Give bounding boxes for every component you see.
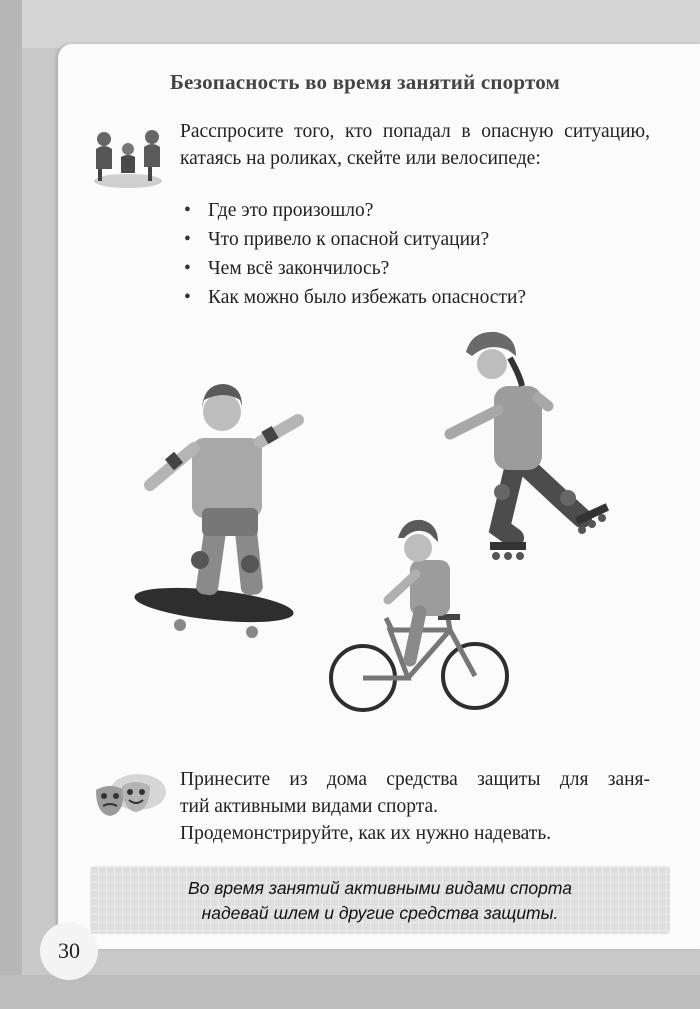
list-item <box>184 197 654 226</box>
roller-skater-figure <box>450 332 609 560</box>
page-binding-edge <box>0 0 22 1009</box>
question-text: Где это произошло? <box>208 200 374 221</box>
question-text: Чем всё закончилось? <box>208 258 390 279</box>
theatre-masks-icon <box>90 772 168 822</box>
skateboarder-figure <box>133 384 298 638</box>
question-text: Что привело к опасной ситуации? <box>208 229 490 250</box>
note-line: надевай шлем и другие средства защиты. <box>201 903 559 923</box>
list-item <box>184 284 654 313</box>
page-title: Безопасность во время занятий спортом <box>169 70 561 94</box>
note-line: Во время занятий активными видами спорта <box>188 878 572 898</box>
question-list <box>184 197 654 313</box>
page-bottom-edge <box>0 975 700 1009</box>
task-line: Принесите из дома средства защиты для заня- <box>180 769 650 790</box>
group-discussion-icon <box>88 123 168 191</box>
bullet-marker: • <box>184 287 191 308</box>
intro-paragraph: Расспросите того, кто попадал в опасную ситуацию, катаясь на роликах, скейте или велосипеде: <box>180 121 650 169</box>
rule-note-text <box>90 876 670 926</box>
rule-note-box <box>90 866 670 934</box>
demo-paragraph: Продемонстрируйте, как их нужно надевать. <box>180 823 552 844</box>
question-text: Как можно было избежать опасности? <box>208 287 527 308</box>
list-item <box>184 226 654 255</box>
bullet-marker: • <box>184 258 191 279</box>
cyclist-figure <box>331 520 507 710</box>
page-number: 30 <box>40 922 98 980</box>
bullet-marker: • <box>184 200 191 221</box>
page-top-edge <box>0 0 700 48</box>
sports-illustration <box>120 320 640 730</box>
task-line: тий активными видами спорта. <box>180 796 438 817</box>
task-paragraph <box>180 766 650 820</box>
bullet-marker: • <box>184 229 191 250</box>
list-item <box>184 255 654 284</box>
